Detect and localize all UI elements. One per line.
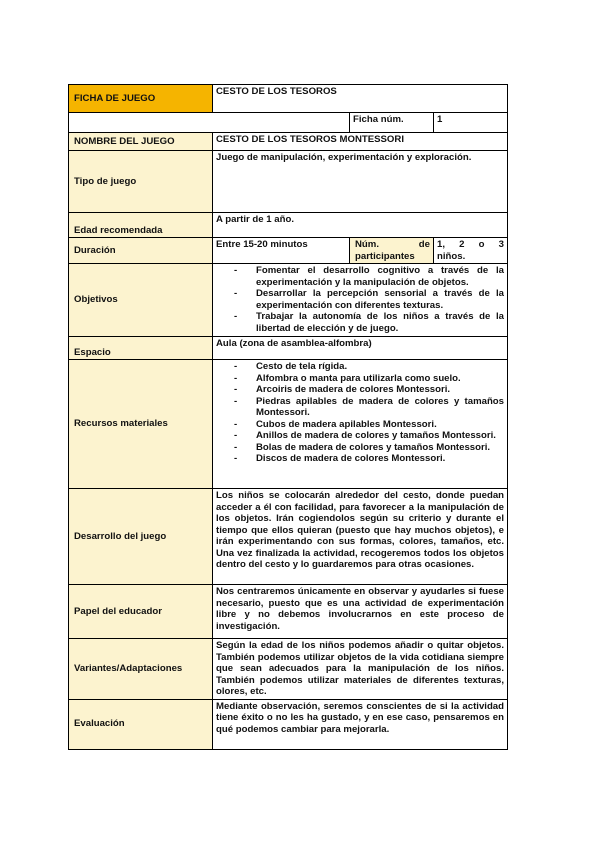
participantes-value-1: 1, [437,239,446,250]
nombre-value-cell [213,133,508,151]
duracion-value: Entre 15-20 minutos [216,239,308,250]
edad-label-cell [69,213,213,238]
espacio-value-cell [213,337,508,360]
objetivos-row [69,264,508,337]
duracion-label-cell [69,238,213,264]
objetivo-item: - Desarrollar la percepción sensorial a través de la experimentación con diferentes texturas. [220,288,504,311]
papel-value: Nos centraremos únicamente en observar y ayudarles si fuese necesario, puesto que es una actividad de experimentación libre y no debemos involucrarnos en este proceso de investigación. [216,586,505,632]
tipo-value-cell [213,151,508,213]
espacio-row [69,337,508,360]
papel-label-cell [69,585,213,639]
recursos-label: Recursos materiales [74,418,168,430]
participantes-value-cell [434,238,508,264]
edad-value-cell [213,213,508,238]
objetivos-value-cell [213,264,508,337]
objetivos-label: Objetivos [74,294,118,306]
ficha-label: FICHA DE JUEGO [74,92,156,104]
espacio-label: Espacio [74,346,111,358]
papel-row [69,585,508,639]
recursos-value-cell [213,360,508,489]
objetivos-list [216,265,504,334]
nombre-row [69,133,508,151]
recurso-item: - Cesto de tela rígida. [220,361,504,373]
evaluacion-value-cell [213,699,508,749]
participantes-value-2: 2 [459,239,465,250]
desarrollo-label: Desarrollo del juego [74,530,167,542]
variantes-label: Variantes/Adaptaciones [74,663,183,674]
tipo-value: Juego de manipulación, experimentación y exploración. [216,152,472,163]
recurso-item: - Cubos de madera apilables Montessori. [220,419,504,431]
variantes-row [69,639,508,700]
ficha-title: CESTO DE LOS TESOROS [216,86,337,97]
recursos-row [69,360,508,489]
participantes-label-cell [350,238,434,264]
variantes-value-cell [213,639,508,700]
papel-value-cell [213,585,508,639]
recurso-item: - Discos de madera de colores Montessori. [220,453,504,465]
variantes-value: Según la edad de los niños podemos añadir o quitar objetos. También podemos utilizar objetos de la vida cotidiana siempre que sean adecuados para la manipulación de los niños. También podemos utilizar materiales de diferentes texturas, olores, etc. [216,640,505,697]
edad-row [69,213,508,238]
participantes-label-3: participantes [355,250,415,262]
tipo-label-cell [69,151,213,213]
participantes-value-5: niños. [437,250,466,262]
recurso-item: - Anillos de madera de colores y tamaños Montessori. [220,430,504,442]
ficha-label-cell [69,85,213,113]
desarrollo-row [69,489,508,585]
tipo-row [69,151,508,213]
evaluacion-value: Mediante observación, seremos conscientes de si la actividad tiene éxito o no les ha gustado, y en ese caso, pensaremos en qué podemos cambiar para mejorarla. [216,700,505,735]
recurso-item: - Arcoiris de madera de colores Montessori. [220,384,504,396]
espacio-value: Aula (zona de asamblea-alfombra) [216,338,372,349]
duracion-row [69,238,508,264]
edad-value: A partir de 1 año. [216,214,295,225]
header-row [69,85,508,113]
evaluacion-label: Evaluación [74,718,125,730]
papel-label: Papel del educador [74,605,162,617]
ficha-num-value-cell [434,113,508,133]
objetivos-label-cell [69,264,213,337]
ficha-num-label: Ficha núm. [353,114,404,125]
duracion-value-cell [213,238,350,264]
recurso-item: - Piedras apilables de madera de colores y tamaños Montessori. [220,396,504,419]
empty-cell [69,113,350,133]
ficha-title-cell [213,85,508,113]
duracion-label: Duración [74,244,116,256]
recursos-label-cell [69,360,213,489]
desarrollo-label-cell [69,489,213,585]
desarrollo-value-cell [213,489,508,585]
desarrollo-value: Los niños se colocarán alrededor del cesto, donde puedan acceder a él con facilidad, para favorecer a la manipulación de los objetos. Irán cogiendolos según su criterio y durante el tiempo que ellos quieran (puesto que hay muchos objetos), e irán experimentando con sus formas, colores, tamaños, etc. Una vez finalizada la actividad, recogeremos todos los objetos dentro del cesto y lo guardaremos para otras ocasiones. [216,490,505,570]
ficha-num-value: 1 [437,114,443,125]
participantes-value-3: o [478,239,485,250]
variantes-label-cell [69,639,213,700]
nombre-value: CESTO DE LOS TESOROS MONTESSORI [216,134,404,145]
espacio-label-cell [69,337,213,360]
evaluacion-label-cell [69,699,213,749]
recursos-list [216,361,504,465]
participantes-label-2: de [418,239,430,250]
evaluacion-row [69,699,508,749]
objetivo-item: - Trabajar la autonomía de los niños a través de la libertad de elección y de juego. [220,311,504,334]
ficha-num-row [69,113,508,133]
tipo-label: Tipo de juego [74,175,137,187]
recurso-item: - Alfombra o manta para utilizarla como suelo. [220,373,504,385]
ficha-de-juego-table [68,84,508,750]
participantes-label-1: Núm. [355,239,379,250]
recurso-item: - Bolas de madera de colores y tamaños Montessori. [220,442,504,454]
participantes-value-4: 3 [498,239,504,250]
objetivo-item: - Fomentar el desarrollo cognitivo a través de la experimentación y la manipulación de objetos. [220,265,504,288]
edad-label: Edad recomendada [74,224,163,236]
nombre-label: NOMBRE DEL JUEGO [74,135,175,147]
nombre-label-cell [69,133,213,151]
ficha-num-label-cell [350,113,434,133]
